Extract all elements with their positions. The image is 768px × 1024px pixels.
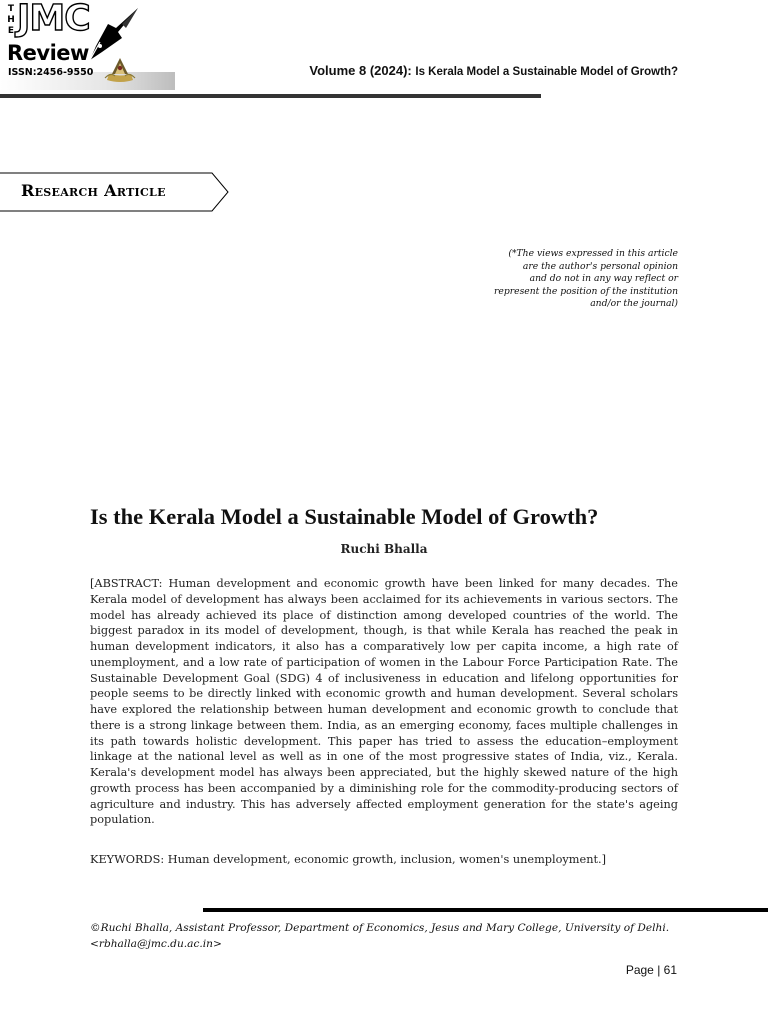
abstract-paragraph: [ABSTRACT: Human development and economic growth have been linked for many decades. The Kerala model of development has always been acclaimed for its achievements in various sectors. The model has already achieved its place of distinction among developed countries of the world. The biggest paradox in its model of development, though, is that while Kerala has reached the peak in human development indicators, it also has a comparatively low per capita income, a high rate of unemployment, and a low rate of participation of women in the Labour Force Participation Rate. The Sustainable Development Goal (SDG) 4 of inclusiveness in education and lifelong opportunities for people seems to be directly linked with economic growth and human development. Several scholars have explored the relationship between human development and economic growth to conclude that there is a strong linkage between them. India, as an emerging economy, faces multiple challenges in its path towards holistic development. This paper has tried to assess the education–employment linkage at the national level as well as in one of the most progressive states of India, viz., Kerala. Kerala's development model has always been appreciated, but the highly skewed nature of the high growth process has been accompanied by a diminishing role for the commodity-producing sectors of agriculture and industry. This has adversely affected employment generation for the state's ageing population. xyxy=(90,577,678,827)
volume-label: Volume 8 (2024) xyxy=(309,63,408,78)
journal-logo xyxy=(0,0,175,92)
disclaimer-note xyxy=(478,248,678,311)
author-email-link[interactable]: <rbhalla@jmc.du.ac.in> xyxy=(90,938,222,950)
header-rule xyxy=(0,94,541,98)
disclaimer-line: and/or the journal) xyxy=(590,298,678,310)
running-header xyxy=(309,63,678,78)
research-article-tag xyxy=(0,172,230,212)
header-separator: : xyxy=(407,63,416,78)
disclaimer-line: and do not in any way reflect or xyxy=(529,273,678,285)
footer-rule xyxy=(203,908,768,912)
logo-jmc-text: JMC xyxy=(17,0,90,39)
keywords-line: KEYWORDS: Human development, economic growth, inclusion, women's unemployment.] xyxy=(90,853,607,866)
disclaimer-line: represent the position of the institution xyxy=(494,285,678,297)
page-number: Page | 61 xyxy=(625,963,677,977)
college-emblem-icon xyxy=(103,54,137,84)
logo-review-text: Review xyxy=(7,41,89,65)
author-footnote xyxy=(90,920,680,952)
header-topic: Is Kerala Model a Sustainable Model of Growth? xyxy=(415,66,678,78)
logo-issn: ISSN:2456-9550 xyxy=(8,67,94,78)
logo-the: T H E xyxy=(7,4,15,36)
author-name: Ruchi Bhalla xyxy=(340,542,428,556)
article-type-label: Research Article xyxy=(21,181,166,200)
footnote-affiliation: ©Ruchi Bhalla, Assistant Professor, Department of Economics, Jesus and Mary College, University of Delhi. xyxy=(90,922,670,934)
disclaimer-line: are the author's personal opinion xyxy=(522,260,678,272)
disclaimer-line: (*The views expressed in this article xyxy=(508,248,678,259)
paper-title: Is the Kerala Model a Sustainable Model of Growth? xyxy=(90,504,599,529)
